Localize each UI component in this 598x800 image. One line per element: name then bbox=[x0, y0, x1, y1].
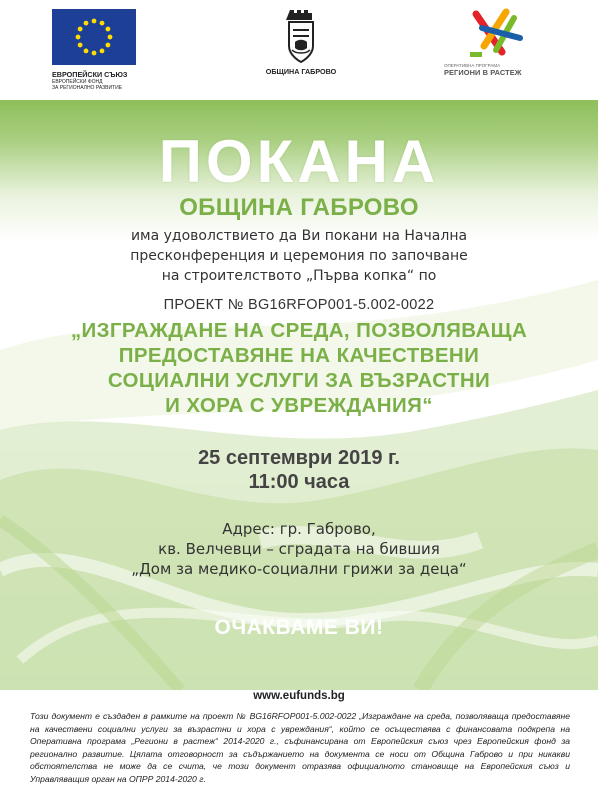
project-title bbox=[30, 318, 568, 418]
eu-label: ЕВРОПЕЙСКИ СЪЮЗ bbox=[52, 70, 128, 79]
address-line: кв. Велчевци – сградата на бившия bbox=[158, 540, 440, 558]
project-title-line: „ИЗГРАЖДАНЕ НА СРЕДА, ПОЗВОЛЯВАЩА bbox=[70, 319, 528, 342]
event-date: 25 септември 2019 г. bbox=[198, 447, 400, 469]
address-line: Адрес: гр. Габрово, bbox=[222, 520, 376, 538]
disclaimer-text: Този документ е създаден в рамките на проект № BG16RFOP001-5.002-0022 „Изграждане на среда, позволяваща предоставяне на качествени социални услуги за възрастни и хора с увреждания“, който се осъществява с финансовата подкрепа на Оперативна програма „Региони в растеж“ 2014-2020 г., съфинансирана от Европейския съюз чрез Европейския фонд за регионално развитие. Цялата отговорност за съдържанието на документа се носи от Община Габрово и при никакви обстоятелства не може да се счита, че този документ отразява официалното становище на Европейския съюз и Управляващия орган на ОПРР 2014-2020 г. bbox=[30, 711, 570, 784]
eu-fund-label: ЕВРОПЕЙСКИ ФОНД bbox=[52, 79, 103, 85]
invitation-title: ПОКАНА bbox=[158, 128, 440, 195]
closing-text: ОЧАКВАМЕ ВИ! bbox=[214, 616, 384, 639]
event-time: 11:00 часа bbox=[248, 471, 350, 493]
intro-line: има удоволствието да Ви покани на Начална bbox=[130, 228, 468, 244]
project-title-line: И ХОРА С УВРЕЖДАНИЯ“ bbox=[165, 394, 433, 417]
municipality-label: ОБЩИНА ГАБРОВО bbox=[265, 67, 337, 76]
intro-line: пресконференция и церемония по започване bbox=[130, 248, 468, 264]
eu-fund-label-2: ЗА РЕГИОНАЛНО РАЗВИТИЕ bbox=[52, 85, 123, 91]
project-number: ПРОЕКТ № BG16RFOP001-5.002-0022 bbox=[163, 297, 435, 313]
event-datetime bbox=[0, 446, 598, 494]
project-title-line: ПРЕДОСТАВЯНЕ НА КАЧЕСТВЕНИ bbox=[118, 344, 480, 367]
event-address bbox=[40, 519, 558, 579]
website-link[interactable]: www.eufunds.bg bbox=[253, 690, 345, 702]
address-line: „Дом за медико-социални грижи за деца“ bbox=[131, 560, 467, 578]
program-small-label: ОПЕРАТИВНА ПРОГРАМА bbox=[444, 63, 501, 68]
organizer-name: ОБЩИНА ГАБРОВО bbox=[179, 194, 419, 221]
intro-text bbox=[40, 226, 558, 286]
intro-line: на строителството „Първа копка“ по bbox=[161, 268, 437, 284]
project-title-line: СОЦИАЛНИ УСЛУГИ ЗА ВЪЗРАСТНИ bbox=[107, 369, 491, 392]
program-name-label: РЕГИОНИ В РАСТЕЖ bbox=[444, 68, 522, 77]
